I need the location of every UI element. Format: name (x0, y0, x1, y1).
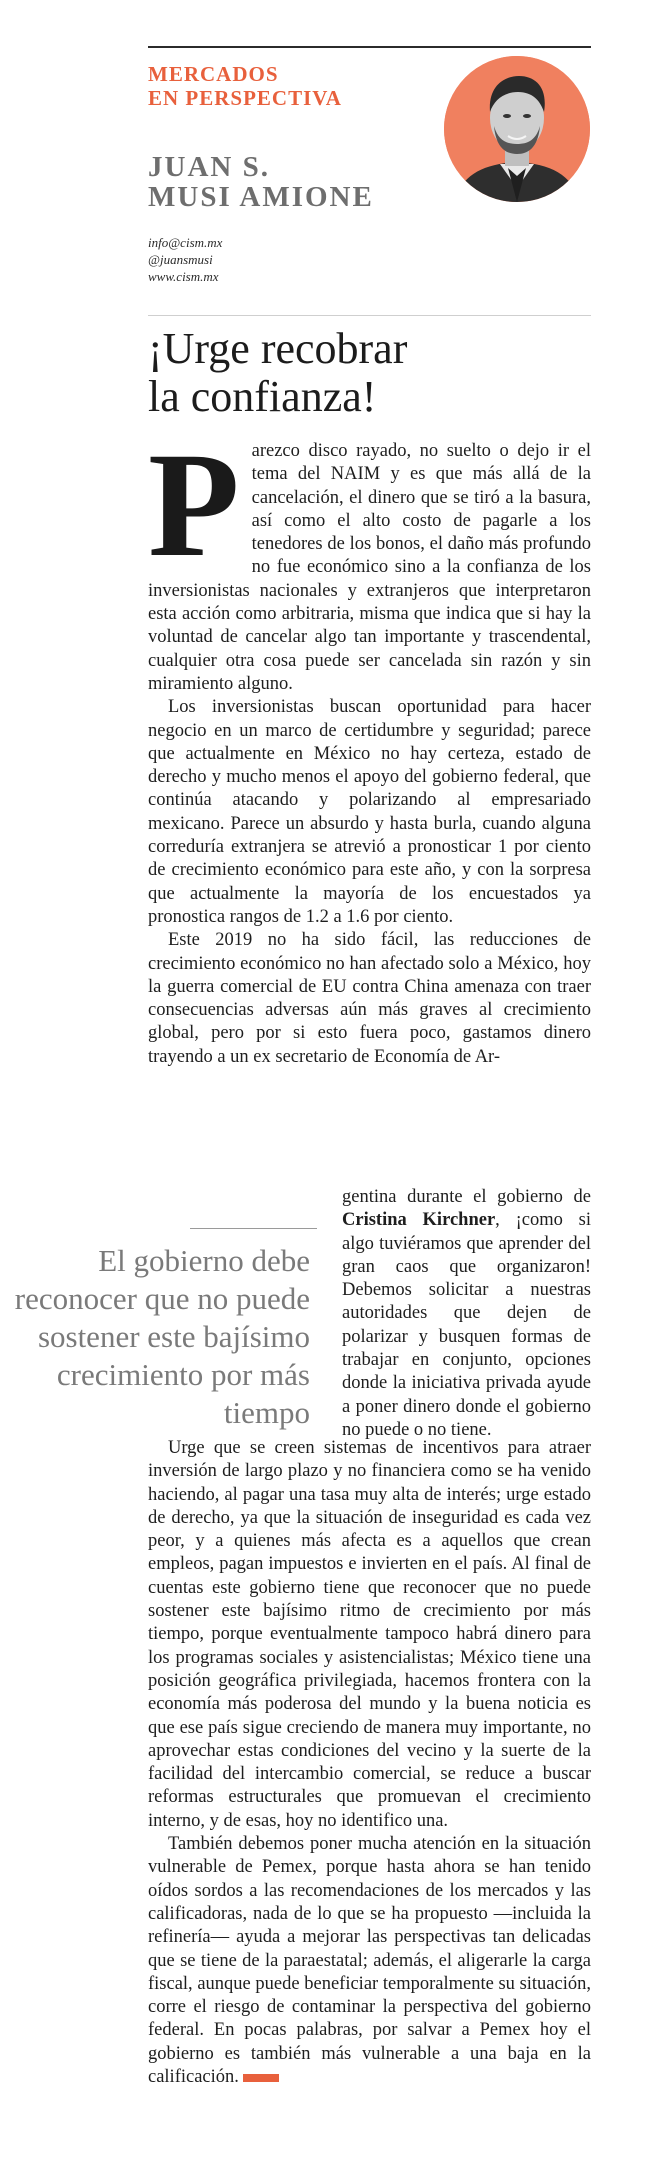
column-section-title (148, 62, 342, 110)
article-paragraph-3: Este 2019 no ha sido fácil, las reducciones de crecimiento económico no han afectado solo a México, hoy la guerra comercial de EU contra China amenaza con traer consecuencias adversas aún más graves al crecimiento global, pero por si esto fuera poco, gastamos dinero trayendo a un ex secretario de Economía de Ar- (148, 930, 591, 1067)
article-paragraph-2: Los inversionistas buscan oportunidad para hacer negocio en un marco de certidumbre y seguridad; parece que actualmente en México no hay certeza, estado de derecho y mucho menos el apoyo del gobierno federal, que continúa atacando y polarizando al empresariado mexicano. Parece un absurdo y hasta burla, cuando alguna correduría extranjera se atrevió a pronosticar 1 por ciento de crecimiento económico para este año, y con la sorpresa que actualmente la mayoría de los encuestados ya pronostica rangos de 1.2 a 1.6 por ciento. (148, 697, 591, 927)
article-end-mark (243, 2074, 279, 2082)
article-body-top (148, 422, 591, 1069)
article-body-right-column (342, 1186, 591, 1442)
article-paragraph-5 (148, 1833, 591, 2089)
header-divider (148, 315, 591, 316)
paragraph-5-text: También debemos poner mucha atención en la situación vulnerable de Pemex, porque hasta ahora se han tenido oídos sordos a las recomendaciones de los mercados y las calificadoras, nada de lo que se ha propuesto —incluida la refinería— ayuda a mejorar las perspectivas tan delicadas que se tiene de la paraestatal; además, el aligerarle la carga fiscal, aunque puede beneficiar temporalmente su situación, corre el riesgo de contaminar la perspectiva del gobierno federal. En pocas palabras, por salvar a Pemex hoy el gobierno es también más vulnerable a una baja en la calificación. (148, 1834, 591, 2088)
drop-cap: P (148, 422, 240, 588)
author-name-line-1: JUAN S. (148, 151, 270, 183)
author-portrait-image (444, 56, 590, 202)
pull-quote: El gobierno debe reconocer que no puede sostener este bajísimo crecimiento por más tiempo (14, 1243, 310, 1430)
paragraph-3-continued-start: gentina durante el gobierno de (342, 1187, 591, 1207)
highlighted-name: Cristina Kirchner (342, 1210, 496, 1231)
article-body-bottom (148, 1437, 591, 2089)
author-name (148, 152, 374, 213)
article-paragraph-1 (148, 422, 591, 696)
author-email: info@cism.mx (148, 235, 223, 250)
article-headline (148, 325, 578, 420)
author-portrait-avatar (444, 56, 590, 202)
paragraph-3-continued-end: , ¡como si algo tuviéramos que aprender del gran caos que organizaron! Debemos solicitar a nuestras autoridades que dejen de polarizar y busquen formas de trabajar en conjunto, opciones donde la iniciativa privada ayude a poner dinero donde el gobierno no puede o no tiene. (342, 1210, 591, 1440)
headline-line-1: ¡Urge recobrar (148, 324, 408, 373)
author-name-line-2: MUSI AMIONE (148, 181, 374, 214)
author-contacts (148, 235, 222, 286)
pullquote-rule (190, 1228, 317, 1229)
headline-line-2: la confianza! (148, 371, 377, 421)
author-website: www.cism.mx (148, 268, 219, 284)
article-paragraph-4: Urge que se creen sistemas de incentivos para atraer inversión de largo plazo y no financiera como se ha venido haciendo, al pagar una tasa muy alta de interés; urge estado de derecho, ya que la situación de inseguridad es cada vez peor, y a quienes más afecta es a aquellos que crean empleos, pagan impuestos e invierten en el país. Al final de cuentas este gobierno tiene que reconocer que no puede sostener este bajísimo ritmo de crecimiento por más tiempo, porque eventualmente tampoco habrá dinero para los programas sociales y asistencialistas; México tiene una posición geográfica privilegiada, hacemos frontera con la economía más poderosa del mundo y la buena noticia es que ese país sigue creciendo de manera muy importante, no aprovechar estas condiciones del vecino y la suerte de la facilidad del intercambio comercial, se reduce a buscar reformas estructurales que promuevan el crecimiento interno, y de esas, hoy no identifico una. (148, 1438, 591, 1831)
section-title-line-1: MERCADOS (148, 62, 279, 86)
author-social-handle: @juansmusi (148, 251, 213, 267)
paragraph-1-text: arezco disco rayado, no suelto o dejo ir el tema del NAIM y es que más allá de la cancelación, el dinero que se tiró a la basura, así como el alto costo de pagarle a los tenedores de los bonos, el daño más profundo no fue económico sino a la confianza de los inversionistas nacionales y extranjeros que interpretaron esta acción como arbitraria, misma que indica que si hay la voluntad de cancelar algo tan importante y trascendental, cualquier otra cosa puede ser cancelada sin razón y sin miramiento alguno. (148, 441, 591, 694)
header-top-rule (148, 46, 591, 48)
article-paragraph-3-continued (342, 1186, 591, 1442)
section-title-line-2: EN PERSPECTIVA (148, 86, 342, 111)
